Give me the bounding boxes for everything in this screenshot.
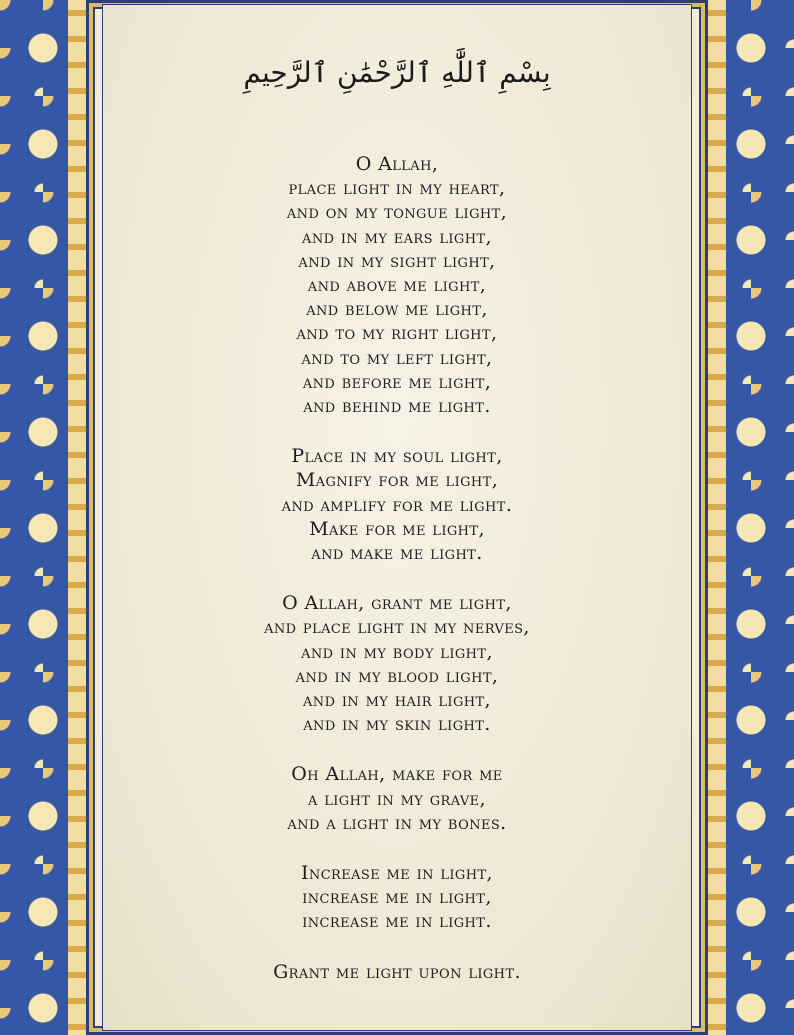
- poem-line: O Allah,: [355, 153, 439, 175]
- stanza: [102, 444, 692, 565]
- poem-line: and in my sight light,: [298, 249, 496, 272]
- poem-line: and make me light.: [311, 542, 483, 565]
- stanza: [102, 152, 692, 418]
- poem-line: Oh Allah, make for me: [291, 763, 503, 786]
- poem-line: and in my hair light,: [303, 689, 491, 712]
- poem-line: Increase me in light,: [301, 862, 493, 885]
- poem-line: increase me in light,: [302, 886, 492, 909]
- poem-line: and on my tongue light,: [286, 201, 508, 224]
- dua-text: [102, 152, 692, 1010]
- page-frame: [86, 0, 708, 1035]
- right-ornamental-border: [708, 0, 794, 1035]
- poem-line: and in my body light,: [301, 640, 493, 663]
- poem-line: and below me light,: [306, 298, 488, 321]
- poem-line: and in my blood light,: [295, 664, 499, 687]
- poem-line: and above me light,: [307, 274, 487, 297]
- poem-line: O Allah, grant me light,: [282, 592, 512, 615]
- bismillah-calligraphy: بِسْمِ ٱللَّٰهِ ٱلرَّحْمَٰنِ ٱلرَّحِيمِ: [243, 56, 551, 89]
- stanza: [102, 762, 692, 835]
- poem-line: Make for me light,: [309, 517, 485, 540]
- poem-line: place light in my heart,: [288, 177, 506, 200]
- poem-line: and a light in my bones.: [287, 811, 507, 834]
- poem-line: and to my left light,: [301, 346, 493, 369]
- stanza: [102, 591, 692, 736]
- poem-line: Place in my soul light,: [291, 445, 503, 468]
- poem-line: and place light in my nerves,: [264, 616, 530, 639]
- left-ornamental-border: [0, 0, 86, 1035]
- poem-line: a light in my grave,: [308, 787, 486, 810]
- poem-line: Magnify for me light,: [295, 469, 499, 492]
- stanza: [102, 861, 692, 934]
- poem-line: and in my ears light,: [302, 225, 492, 248]
- poem-line: and to my right light,: [296, 322, 498, 345]
- poem-line: and before me light,: [302, 370, 492, 393]
- parchment-panel: [102, 4, 692, 1031]
- poem-line: Grant me light upon light.: [273, 960, 521, 983]
- stanza: [102, 960, 692, 984]
- poem-line: increase me in light.: [302, 910, 492, 933]
- poem-line: and behind me light.: [303, 395, 491, 418]
- poem-line: and in my skin light.: [303, 713, 491, 736]
- poem-line: and amplify for me light.: [281, 493, 513, 516]
